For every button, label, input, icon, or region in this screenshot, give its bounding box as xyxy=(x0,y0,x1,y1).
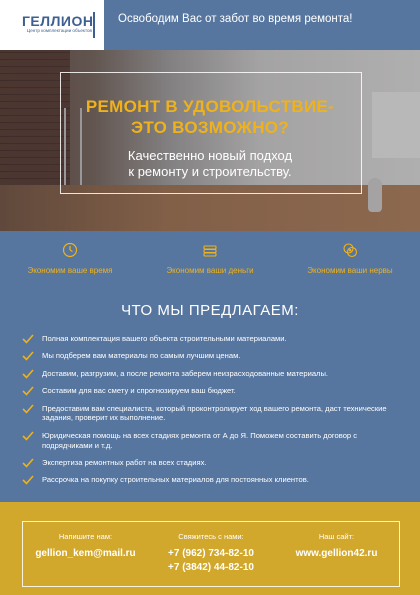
check-icon xyxy=(22,386,34,396)
money-icon xyxy=(202,242,218,258)
hero-title xyxy=(0,96,420,138)
check-icon xyxy=(22,404,34,414)
check-icon xyxy=(22,431,34,441)
offer-text: Предоставим вам специалиста, который проконтролирует ход вашего ремонта, даст технические задания, проверит их выполнение. xyxy=(42,403,387,423)
check-icon xyxy=(22,334,34,344)
email-label: Напишите нам: xyxy=(58,532,113,541)
offer-text: Полная комплектация вашего объекта строительными материалами. xyxy=(42,334,287,343)
list-item xyxy=(22,334,402,344)
hero-subtitle-line2: к ремонту и строительству. xyxy=(128,164,292,179)
benefit-nerves xyxy=(280,242,420,275)
contact-email xyxy=(23,532,148,561)
header-tagline: Освободим Вас от забот во время ремонта! xyxy=(118,13,353,25)
offer-text: Доставим, разгрузим, а после ремонта заберем неизрасходованные материалы. xyxy=(42,368,329,378)
header xyxy=(0,0,420,50)
offer-text: Экспертиза ремонтных работ на всех стадиях. xyxy=(42,457,207,467)
logo xyxy=(0,0,104,50)
check-icon xyxy=(22,458,34,468)
clock-icon xyxy=(62,242,78,258)
offer-text: Составим для вас смету и спрогнозируем ваш бюджет. xyxy=(42,386,236,396)
hero-title-line1: РЕМОНТ В УДОВОЛЬСТВИЕ- xyxy=(85,97,335,116)
footer xyxy=(0,502,420,595)
contact-box xyxy=(22,521,400,587)
list-item xyxy=(22,431,402,451)
benefits-row xyxy=(0,242,420,282)
phone-link-1[interactable]: +7 (962) 734-82-10 xyxy=(168,548,254,559)
hero-title-line2: ЭТО ВОЗМОЖНО? xyxy=(130,118,290,137)
logo-subtitle: Центр комплектации объектов xyxy=(26,28,92,33)
logo-name: ГЕЛЛИОН xyxy=(22,13,94,29)
check-icon xyxy=(22,351,34,361)
check-icon xyxy=(22,475,34,485)
list-item xyxy=(22,404,402,424)
offer-text: Юридическая помощь на всех стадиях ремонта от А до Я. Поможем составить договор с подрядчиками и т.д. xyxy=(42,430,358,450)
email-link[interactable]: gellion_kem@mail.ru xyxy=(35,548,136,559)
benefit-label: Экономим ваши нервы xyxy=(307,266,393,275)
site-label: Наш сайт: xyxy=(318,532,355,541)
logo-bar xyxy=(93,12,95,38)
offer-text: Рассрочка на покупку строительных материалов для постоянных клиентов. xyxy=(42,475,309,485)
benefit-money xyxy=(140,242,280,275)
benefit-time xyxy=(0,242,140,275)
list-item xyxy=(22,351,402,361)
hero-subtitle-line1: Качественно новый подход xyxy=(127,148,293,163)
benefit-label: Экономим ваши деньги xyxy=(166,266,254,275)
list-item xyxy=(22,369,402,379)
list-item xyxy=(22,386,402,396)
phone-label: Свяжитесь с нами: xyxy=(178,532,244,541)
contact-site xyxy=(274,532,399,561)
phone-link-2[interactable]: +7 (3842) 44-82-10 xyxy=(168,562,254,573)
offers-list xyxy=(22,334,402,493)
offers-title: ЧТО МЫ ПРЕДЛАГАЕМ: xyxy=(121,302,299,319)
check-icon xyxy=(22,369,34,379)
nerves-icon xyxy=(342,242,358,258)
list-item xyxy=(22,475,402,485)
site-link[interactable]: www.gellion42.ru xyxy=(295,548,378,559)
hero-banner xyxy=(0,50,420,231)
benefit-label: Экономим ваше время xyxy=(27,266,113,275)
offer-text: Мы подберем вам материалы по самым лучшим ценам. xyxy=(42,351,241,361)
hero-subtitle xyxy=(0,148,420,180)
contact-phone xyxy=(148,532,274,575)
list-item xyxy=(22,458,402,468)
